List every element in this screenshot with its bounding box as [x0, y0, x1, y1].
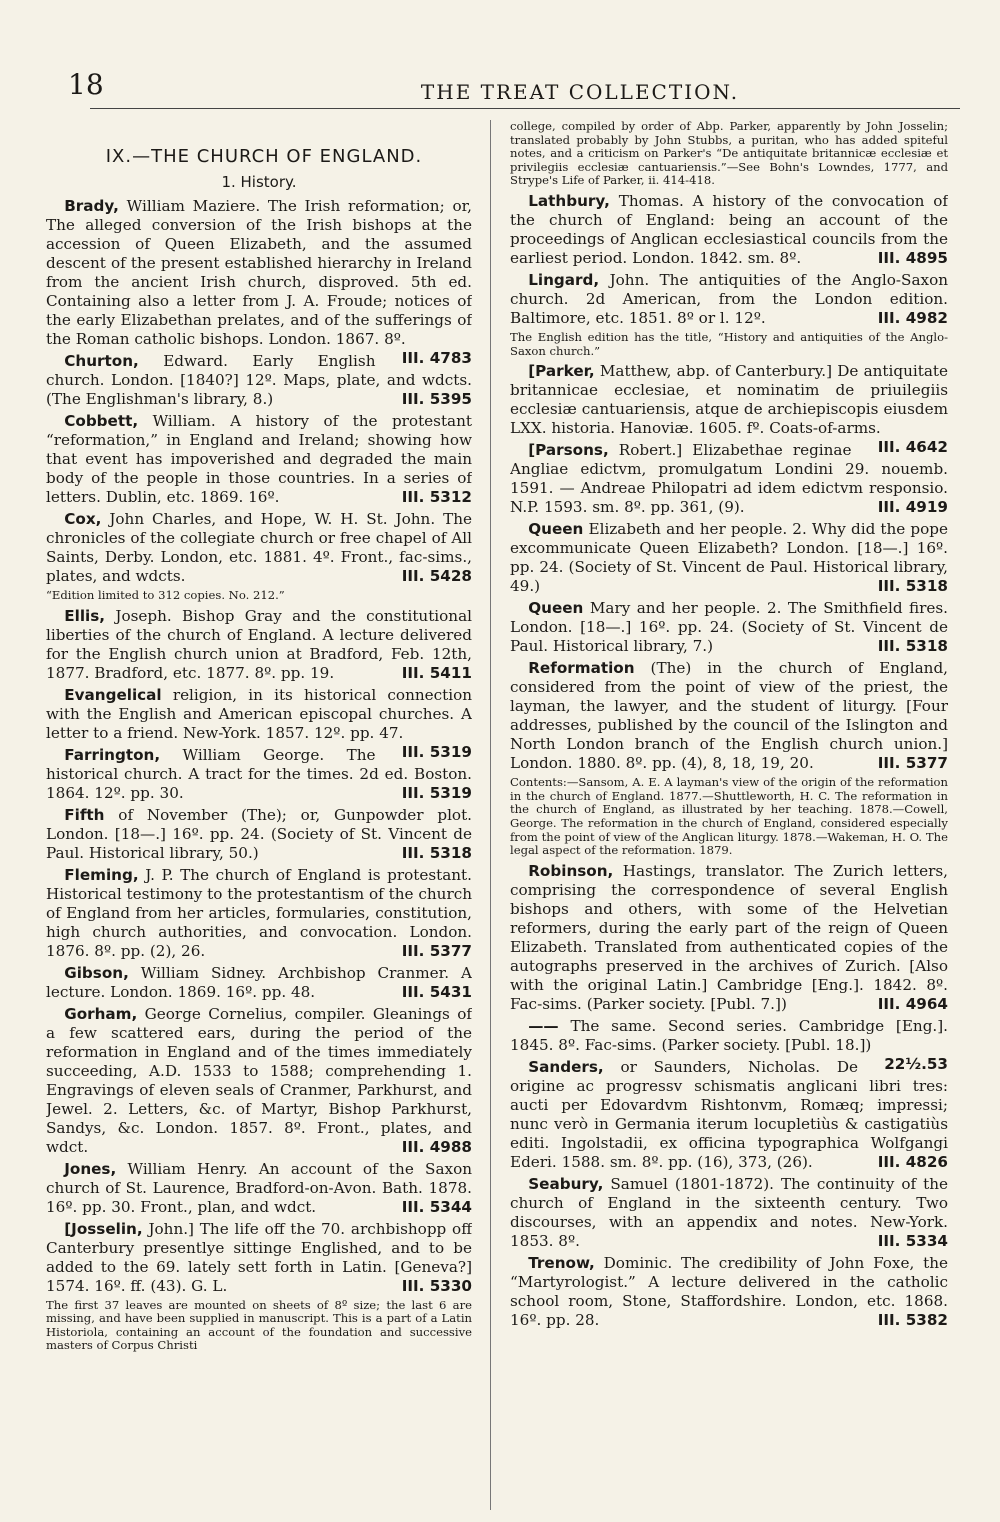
- class-mark: III. 5377: [877, 754, 948, 773]
- entry-heading: Evangelical: [64, 685, 162, 704]
- entry-heading: Robinson,: [528, 861, 614, 880]
- running-head: THE TREAT COLLECTION.: [420, 80, 740, 104]
- entry-text: religion, in its historical connection with the English and American episcopal churches. A letter to a friend. New-York. 1857. 12º. pp. 47.: [46, 685, 472, 742]
- class-mark: III. 5334: [877, 1231, 948, 1250]
- entry-heading: Farrington,: [64, 745, 161, 764]
- entry-text: John. The antiquities of the Anglo-Saxon church. 2d American, from the London edition. Baltimore, etc. 1851. 8º or l. 12º.: [510, 270, 948, 327]
- entry-text: William Henry. An account of the Saxon church of St. Laurence, Bradford-on-Avon. Bath. 1878. 16º. pp. 30. Front., plan, and wdct.: [46, 1159, 472, 1216]
- class-mark: III. 5330: [401, 1276, 472, 1295]
- entry-heading: Sanders,: [528, 1057, 604, 1076]
- entry-text: William Maziere. The Irish reformation; or, The alleged conversion of the Irish bishops at the accession of Queen Elizabeth, and the assumed descent of the present established hierarchy in Ireland from the ancient Irish church, disproved. 5th ed. Containing also a letter from J. A. Froude; notices of the early Elizabethan prelates, and of the sufferings of the Roman catholic bishops. London. 1867. 8º.: [46, 197, 472, 348]
- entry-note: “Edition limited to 312 copies. No. 212.”: [46, 588, 285, 602]
- catalog-entry: [46, 806, 472, 863]
- entry-heading: Gorham,: [64, 1004, 138, 1023]
- entry-heading: Lathbury,: [528, 191, 610, 210]
- catalog-entry: [510, 1175, 948, 1251]
- left-entry-list: [46, 197, 472, 1353]
- entry-heading: Jones,: [64, 1159, 117, 1178]
- entry-text: (The) in the church of England, considered from the point of view of the priest, the layman, the lawyer, and the student of liturgy. [Four addresses, published by the council of the Islington and North London branch of the English church union.] London. 1880. 8º. pp. (4), 8, 18, 19, 20.: [510, 659, 948, 773]
- section-title: IX.—THE CHURCH OF ENGLAND.: [105, 146, 423, 167]
- class-mark: III. 5312: [401, 488, 472, 506]
- entry-text: Dominic. The credibility of John Foxe, the “Martyrologist.” A lecture delivered in the catholic school room, Stone, Staffordshire. London, etc. 1868. 16º. pp. 28.: [510, 1253, 948, 1329]
- left-column: [46, 120, 472, 1515]
- catalog-entry: [46, 1160, 472, 1217]
- entry-heading: Reformation: [528, 659, 635, 678]
- entry-text: of November (The); or, Gunpowder plot. London. [18—.] 16º. pp. 24. (Society of St. Vincent de Paul. Historical library, 50.): [46, 805, 472, 862]
- entry-heading: Gibson,: [64, 963, 129, 982]
- class-mark: III. 4783: [401, 349, 472, 367]
- catalog-entry: [510, 271, 948, 328]
- catalog-entry: [46, 607, 472, 683]
- class-mark: III. 4642: [877, 438, 948, 457]
- right-column: [510, 120, 948, 1515]
- catalog-entry: [46, 510, 472, 586]
- entry-text: Mary and her people. 2. The Smithfield fires. London. [18—.] 16º. pp. 24. (Society of St. Vincent de Paul. Historical library, 7.): [510, 599, 948, 656]
- entry-note: Contents:—Sansom, A. E. A layman's view of the origin of the reformation in the church of England. 1877.—Shuttleworth, H. C. The reformation in the church of England, as illustrated by her teaching. 1878.—Cowell, George. The reformation in the church of England, considered especially from the point of view of the Anglican liturgy. 1878.—Wakeman, H. O. The legal aspect of the reformation. 1879.: [510, 775, 948, 858]
- entry-text: John Charles, and Hope, W. H. St. John. The chronicles of the collegiate church or free chapel of All Saints, Derby. London, etc. 1881. 4º. Front., fac-sims., plates, and wdcts.: [46, 510, 472, 585]
- class-mark: III. 4964: [877, 994, 948, 1013]
- class-mark: III. 5344: [401, 1197, 472, 1216]
- class-mark: III. 4826: [877, 1152, 948, 1171]
- entry-heading: Ellis,: [64, 606, 106, 625]
- catalog-entry: [46, 412, 472, 507]
- class-mark: 22½.53: [884, 1054, 948, 1073]
- entry-text: William. A history of the protestant “reformation,” in England and Ireland; showing how that event has impoverished and degraded the main body of the people in those countries. In a series of letters. Dublin, etc. 1869. 16º.: [46, 412, 472, 506]
- class-mark: III. 5318: [401, 843, 472, 862]
- entry-text: Matthew, abp. of Canterbury.] De antiquitate britannicae ecclesiae, et nominatim de priuilegiis ecclesiæ cantuariensis, atque de archiepiscopis eiusdem LXX. historia. Hanoviæ. 1605. fº. Coats-of-arms.: [510, 362, 948, 438]
- entry-text: Robert.] Elizabethae reginae Angliae edictvm, promulgatum Londini 29. nouemb. 1591. — Andreae Philopatri ad idem edictvm responsio. N.P. 1593. sm. 8º. pp. 361, (9).: [510, 441, 948, 517]
- entry-heading: Brady,: [64, 197, 119, 215]
- entry-note: college, compiled by order of Abp. Parker, apparently by John Josselin; translated probably by John Stubbs, a puritan, who has added spiteful notes, and a criticism on Parker's “De antiquitate britannicæ ecclesiæ et privilegiis ecclesiæ cantuariensis.”—See Bohn's Lowndes, 1777, and Strype's Life of Parker, ii. 414-418.: [510, 120, 948, 188]
- catalog-entry: [510, 192, 948, 268]
- class-mark: III. 5377: [401, 941, 472, 960]
- class-mark: III. 5318: [877, 577, 948, 596]
- entry-text: Hastings, translator. The Zurich letters, comprising the correspondence of several English bishops and others, with some of the Helvetian reformers, during the early part of the reign of Queen Elizabeth. Translated from authenticated copies of the autographs preserved in the archives of Zurich. [Also with the original Latin.] Cambridge [Eng.]. 1842. 8º. Fac-sims. (Parker society. [Publ. 7.]): [510, 861, 948, 1013]
- entry-heading: Fleming,: [64, 865, 139, 884]
- class-mark: III. 5318: [877, 637, 948, 656]
- entry-text: or Saunders, Nicholas. De origine ac progressv schismatis anglicani libri tres: aucti per Edovardvm Rishtonvm, Romæq; impressi; nunc verò in Germania iterum locupletiùs & castigatiùs editi. Ingolstadii, ex officina typographica Wolfgangi Ederi. 1588. sm. 8º. pp. (16), 373, (26).: [510, 1057, 948, 1171]
- entry-heading: Churton,: [64, 352, 139, 370]
- entry-heading: ——: [528, 1016, 559, 1035]
- entry-text: Elizabeth and her people. 2. Why did the pope excommunicate Queen Elizabeth? London. [18—.] 16º. pp. 24. (Society of St. Vincent de Paul. Historical library, 49.): [510, 520, 948, 596]
- entry-heading: Queen: [528, 520, 584, 539]
- entry-text: Joseph. Bishop Gray and the constitutional liberties of the church of England. A lecture delivered for the English church union at Bradford, Feb. 12th, 1877. Bradford, etc. 1877. 8º. pp. 19.: [46, 606, 472, 682]
- entry-heading: Fifth: [64, 805, 105, 824]
- entry-text: J. P. The church of England is protestant. Historical testimony to the protestantism of the church of England from her articles, formularies, constitution, high church authorities, and convocation. London. 1876. 8º. pp. (2), 26.: [46, 865, 472, 960]
- page-number: 18: [68, 68, 104, 101]
- entry-text: George Cornelius, compiler. Gleanings of a few scattered ears, during the period of the reformation in England and of the times immediately succeeding, A.D. 1533 to 1588; comprehending 1. Engravings of eleven seals of Cranmer, Parkhurst, and Jewel. 2. Letters, &c. of Martyr, Bishop Parkhurst, Sandys, &c. London. 1857. 8º. Front., plates, and wdct.: [46, 1004, 472, 1156]
- entry-heading: [Josselin,: [64, 1219, 143, 1238]
- class-mark: III. 4895: [877, 248, 948, 267]
- catalog-entry: [510, 1058, 948, 1172]
- entry-heading: Cobbett,: [64, 412, 139, 430]
- entry-heading: Lingard,: [528, 270, 600, 289]
- class-mark: III. 4982: [877, 308, 948, 327]
- class-mark: III. 5395: [401, 390, 472, 408]
- column-divider: [490, 120, 491, 1510]
- class-mark: III. 4988: [401, 1137, 472, 1156]
- class-mark: III. 5382: [877, 1310, 948, 1329]
- entry-text: The same. Second series. Cambridge [Eng.]. 1845. 8º. Fac-sims. (Parker society. [Publ. 18.]): [510, 1016, 948, 1054]
- entry-text: John.] The life off the 70. archbishopp off Canterbury presentlye sittinge Englished, and to be added to the 69. lately sett forth in Latin. [Geneva?] 1574. 16º. ff. (43). G. L.: [46, 1219, 472, 1295]
- catalog-entry: [510, 1254, 948, 1330]
- entry-heading: [Parker,: [528, 362, 595, 381]
- right-entry-list: [510, 120, 948, 1330]
- catalog-entry: [510, 599, 948, 656]
- entry-heading: Queen: [528, 599, 584, 618]
- entry-heading: Cox,: [64, 510, 102, 528]
- header-rule: [90, 108, 960, 109]
- catalog-entry: [510, 520, 948, 596]
- catalog-entry: [510, 862, 948, 1014]
- entry-heading: Trenow,: [528, 1253, 595, 1272]
- entry-heading: [Parsons,: [528, 441, 609, 460]
- entry-text: Samuel (1801-1872). The continuity of the church of England in the sixteenth century. Two discourses, with an appendix and notes. New-York. 1853. 8º.: [510, 1174, 948, 1250]
- entry-text: Edward. Early English church. London. [1840?] 12º. Maps, plate, and wdcts. (The Englishman's library, 8.): [46, 352, 472, 408]
- catalog-entry: [510, 659, 948, 773]
- catalog-entry: [46, 964, 472, 1002]
- entry-note: The first 37 leaves are mounted on sheets of 8º size; the last 6 are missing, and have been supplied in manuscript. This is a part of a Latin Historiola, containing an account of the foundation and successive masters of Corpus Christi: [46, 1297, 472, 1353]
- class-mark: III. 4919: [877, 498, 948, 517]
- catalog-entry: [46, 1220, 472, 1296]
- entry-text: William George. The historical church. A tract for the times. 2d ed. Boston. 1864. 12º. pp. 30.: [46, 745, 472, 802]
- entry-text: Thomas. A history of the convocation of the church of England: being an account of the proceedings of Anglican ecclesiastical councils from the earliest period. London. 1842. sm. 8º.: [510, 191, 948, 267]
- class-mark: III. 5428: [401, 567, 472, 585]
- entry-heading: Seabury,: [528, 1174, 604, 1193]
- class-mark: III. 5319: [401, 742, 472, 761]
- class-mark: III. 5431: [401, 982, 472, 1001]
- class-mark: III. 5319: [401, 783, 472, 802]
- class-mark: III. 5411: [401, 663, 472, 682]
- entry-note: The English edition has the title, “History and antiquities of the Anglo-Saxon church.”: [510, 329, 948, 358]
- catalog-entry: [46, 1005, 472, 1157]
- subsection-title: 1. History.: [221, 173, 297, 191]
- catalog-entry: [46, 866, 472, 961]
- entry-text: William Sidney. Archbishop Cranmer. A lecture. London. 1869. 16º. pp. 48.: [46, 963, 472, 1001]
